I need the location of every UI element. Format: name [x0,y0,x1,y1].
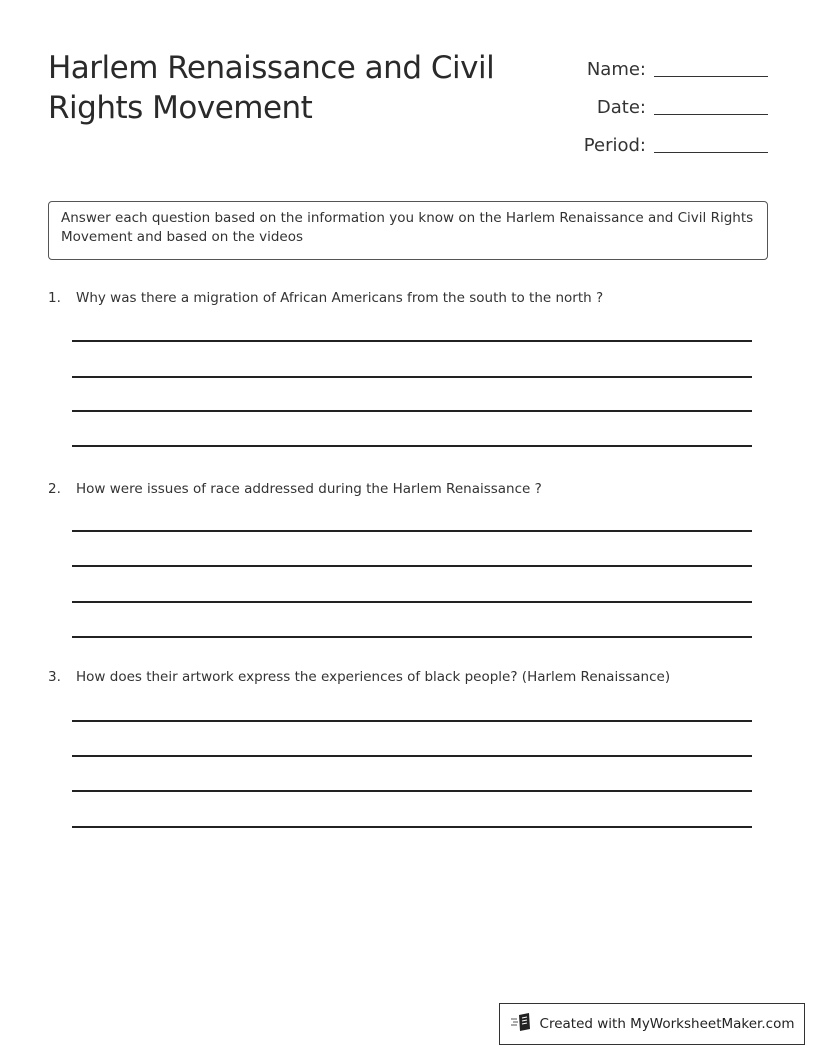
worksheet-title: Harlem Renaissance and Civil Rights Movement [48,50,495,126]
answer-line[interactable] [72,826,752,828]
date-line[interactable] [654,113,768,115]
question-text: How were issues of race addressed during the Harlem Renaissance ? [76,481,542,497]
question-number: 3. [48,669,61,685]
question-text: How does their artwork express the experiences of black people? (Harlem Renaissance) [76,669,671,685]
answer-line[interactable] [72,340,752,342]
answer-line[interactable] [72,376,752,378]
question-number: 2. [48,481,61,497]
answer-line[interactable] [72,445,752,447]
answer-line[interactable] [72,410,752,412]
instructions-box: Answer each question based on the information you know on the Harlem Renaissance and Civil Rights Movement and based on the videos [48,201,768,260]
answer-line[interactable] [72,601,752,603]
question-text: Why was there a migration of African Americans from the south to the north ? [76,290,604,306]
question-3 [48,669,752,685]
period-line[interactable] [654,151,768,153]
answer-line[interactable] [72,530,752,532]
footer-credit[interactable] [499,1003,805,1045]
answer-line[interactable] [72,755,752,757]
period-label: Period: [583,135,646,156]
name-label: Name: [586,59,646,80]
answer-line[interactable] [72,565,752,567]
name-field[interactable] [540,50,768,80]
footer-text: Created with MyWorksheetMaker.com [539,1016,795,1032]
name-line[interactable] [654,75,768,77]
question-number: 1. [48,290,61,306]
answer-line[interactable] [72,636,752,638]
worksheet-logo-icon [510,1012,534,1036]
answer-line[interactable] [72,720,752,722]
question-2 [48,481,752,497]
date-field[interactable] [540,88,768,118]
answer-line[interactable] [72,790,752,792]
date-label: Date: [596,97,646,118]
period-field[interactable] [540,126,768,156]
question-1 [48,290,752,306]
